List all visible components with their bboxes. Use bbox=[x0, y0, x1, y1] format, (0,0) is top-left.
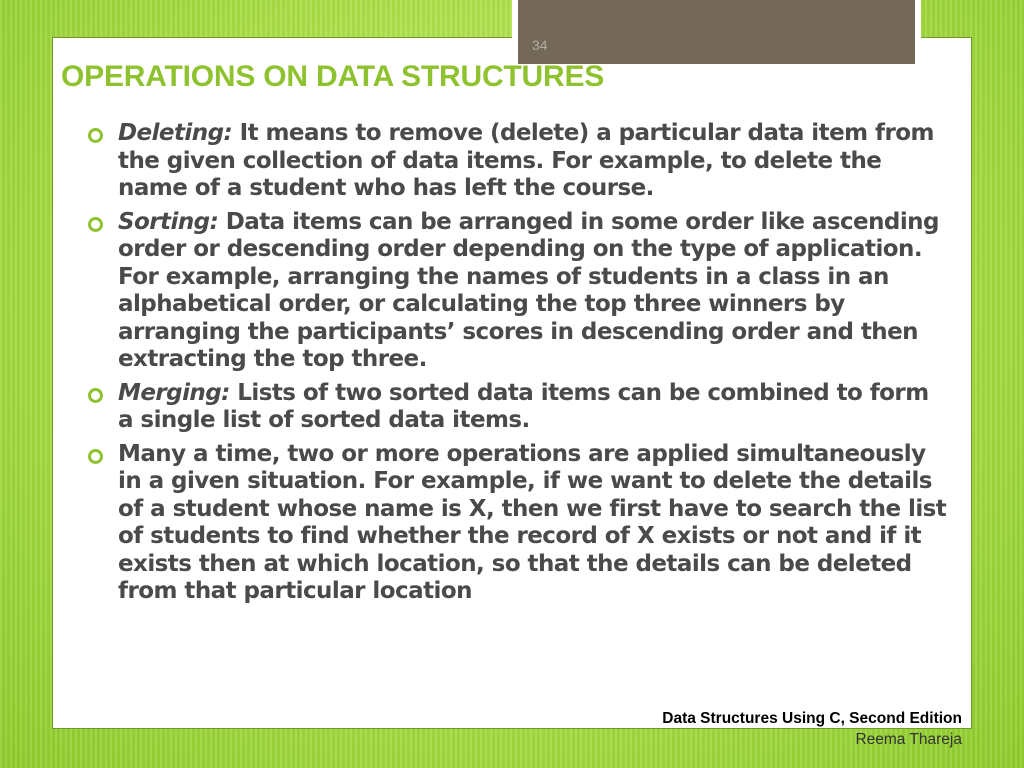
bullet-sorting bbox=[88, 209, 948, 374]
circle-bullet-icon bbox=[88, 449, 103, 464]
circle-bullet-icon bbox=[88, 217, 103, 232]
slide-number: 34 bbox=[532, 37, 548, 53]
circle-bullet-icon bbox=[88, 128, 103, 143]
bullet-list bbox=[88, 120, 948, 612]
footer-book-title: Data Structures Using C, Second Edition bbox=[662, 710, 962, 727]
bullet-term: Deleting: bbox=[118, 120, 233, 146]
circle-bullet-icon bbox=[88, 388, 103, 403]
bullet-text: Many a time, two or more operations are applied simultaneously in a given situation. For example, if we want to delete the details of a student whose name is X, then we first have to search the list of students to find whether the record of X exists or not and if it exists then at which location, so that the details can be deleted from that particular location bbox=[118, 440, 947, 604]
bullet-term: Sorting: bbox=[118, 208, 219, 235]
slide-title: OPERATIONS ON DATA STRUCTURES bbox=[61, 60, 605, 93]
bullet-combined-operations bbox=[88, 441, 948, 606]
bullet-text: Data items can be arranged in some order like ascending order or descending order depending on the type of application. For example, arranging the names of students in a class in an alphabetical order, or calculating the top three winners by arranging the participants’ scores in descending order and then extracting the top three. bbox=[118, 208, 939, 372]
bullet-deleting bbox=[88, 120, 948, 203]
bullet-merging bbox=[88, 380, 948, 435]
bullet-term: Merging: bbox=[118, 379, 230, 406]
bullet-text: Lists of two sorted data items can be combined to form a single list of sorted data items. bbox=[118, 379, 929, 433]
footer-author: Reema Thareja bbox=[855, 731, 962, 748]
bullet-text: It means to remove (delete) a particular data item from the given collection of data items. For example, to delete the name of a student who has left the course. bbox=[118, 120, 934, 201]
